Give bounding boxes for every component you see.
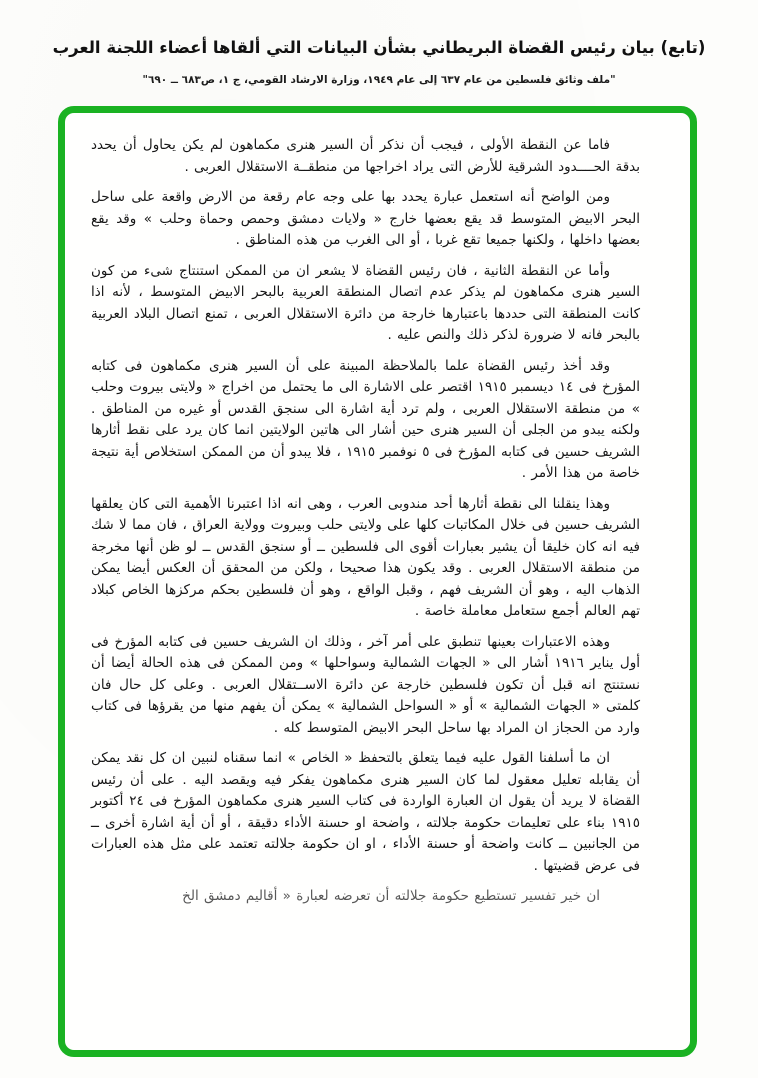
document-body-text [65,113,690,908]
paragraph: وقد أخذ رئيس القضاة علما بالملاحظة المبينة على أن السير هنرى مكماهون فى كتابه المؤرخ فى ١٤ ديسمبر ١٩١٥ اقتصر على الاشارة الى ما يحتمل من اخراج « ولايتى بيروت وحلب » من منطقة الاستقلال العربى ، ولم ترد أية اشارة الى سنجق القدس أو غيره من المناطق . ولكنه يبدو من الجلى أن السير هنرى حين أشار الى هاتين الولايتين انما كان يرد على نقط أثارها الشريف حسين فى كتابه المؤرخ فى ٥ نوفمبر ١٩١٥ ، فلا يبدو أن من الممكن استخلاص أية نتيجة خاصة من هذا الأمر . [90,357,640,481]
paragraph: وأما عن النقطة الثانية ، فان رئيس القضاة لا يشعر ان من الممكن استنتاج شىء من كون السير هنرى مكماهون لم يذكر عدم اتصال المنطقة العربية بالبحر الابيض المتوسط ، لأنه اذا كانت المنطقة التى حددها باعتبارها خارجة من دائرة الاستقلال العربى ، تمنع اتصال البلاد العربية بالبحر فانه لا ضرورة لذكر ذلك والنص عليه . [91,262,640,343]
paragraph: وهذه الاعتبارات بعينها تنطبق على أمر آخر ، وذلك ان الشريف حسين فى كتابه المؤرخ فى أول يناير ١٩١٦ أشار الى « الجهات الشمالية وسواحلها » ومن الممكن فى هذه الحالة أيضا أن نستنتج انه قبل أن تكون فلسطين خارجة عن دائرة الاســتقلال العربى . وعلى كل حال فان كلمتى « الجهات الشمالية » أو « السواحل الشمالية » يمكن أن يفهم منها من يقرؤها فى كتاب وارد من الحجاز ان المراد بها ساحل البحر الابيض المتوسط كله . [91,633,640,736]
paragraph: ومن الواضح أنه استعمل عبارة يحدد بها على وجه عام رقعة من الارض واقعة على ساحل البحر الابيض المتوسط قد يقع بعضها خارج « ولايات دمشق وحمص وحماة وحلب » وقد يقع بعضها داخلها ، ولكنها جميعا تقع غربا ، أو الى الغرب من هذه المناطق . [91,189,640,248]
green-border-frame [58,106,697,1057]
paragraph: وهذا ينقلنا الى نقطة أثارها أحد مندوبى العرب ، وهى انه اذا اعتبرنا الأهمية التى كان يعلقها الشريف حسين فى خلال المكاتبات كلها على ولايتى حلب وبيروت وولاية العراق ، فان مما لا شك فيه انه كان خليقا أن يشير بعبارات أقوى الى فلسطين ــ أو سنجق القدس ــ لو ظن أنها مخرجة من منطقة الاستقلال العربى . وقد يكون هذا صحيحا ، ولكن من المحقق أن العكس أيضا يمكن الذهاب اليه ، وهو أن الشريف فهم ، وقبل الواقع ، وهو أن فلسطين بحكم مركزها الخاص كبلاد تهم العالم أجمع ستعامل معاملة خاصة . [91,495,640,619]
paragraph: فاما عن النقطة الأولى ، فيجب أن نذكر أن السير هنرى مكماهون لم يكن يحاول أن يحدد بدقة الحــــدود الشرقية للأرض التى يراد اخراجها من منطقــة الاستقلال العربى . [91,137,640,175]
paragraph: ان ما أسلفنا القول عليه فيما يتعلق بالتحفظ « الخاص » انما سقناه لنبين ان كل نقد يمكن أن يقابله تعليل معقول لما كان السير هنرى مكماهون يفكر فيه ويقصد اليه . على أن رئيس القضاة لا يريد أن يقول ان العبارة الواردة فى كتاب السير هنرى مكماهون المؤرخ فى ٢٤ أكتوبر ١٩١٥ بناء على تعليمات حكومة جلالته ، واضحة او حسنة الأداء دقيقة ، أو أن أية اشارة أخرى ــ من الجانبين ــ كانت واضحة أو حسنة الأداء ، او ان حكومة جلالته تعتمد على مثل هذه العبارات فى عرض قضيتها . [91,750,640,874]
paragraph-partial-last-line: ان خير تفسير تستطيع حكومة جلالته أن تعرضه لعبارة « أقاليم دمشق الخ [182,888,600,904]
source-citation: "ملف وثائق فلسطين من عام ٦٣٧ إلى عام ١٩٤٩، وزارة الارشاد القومي، ج ١، ص٦٨٣ ــ ٦٩٠" [142,74,616,86]
page-title: (تابع) بيان رئيس القضاة البريطاني بشأن البيانات التي ألقاها أعضاء اللجنة العرب [52,38,706,57]
